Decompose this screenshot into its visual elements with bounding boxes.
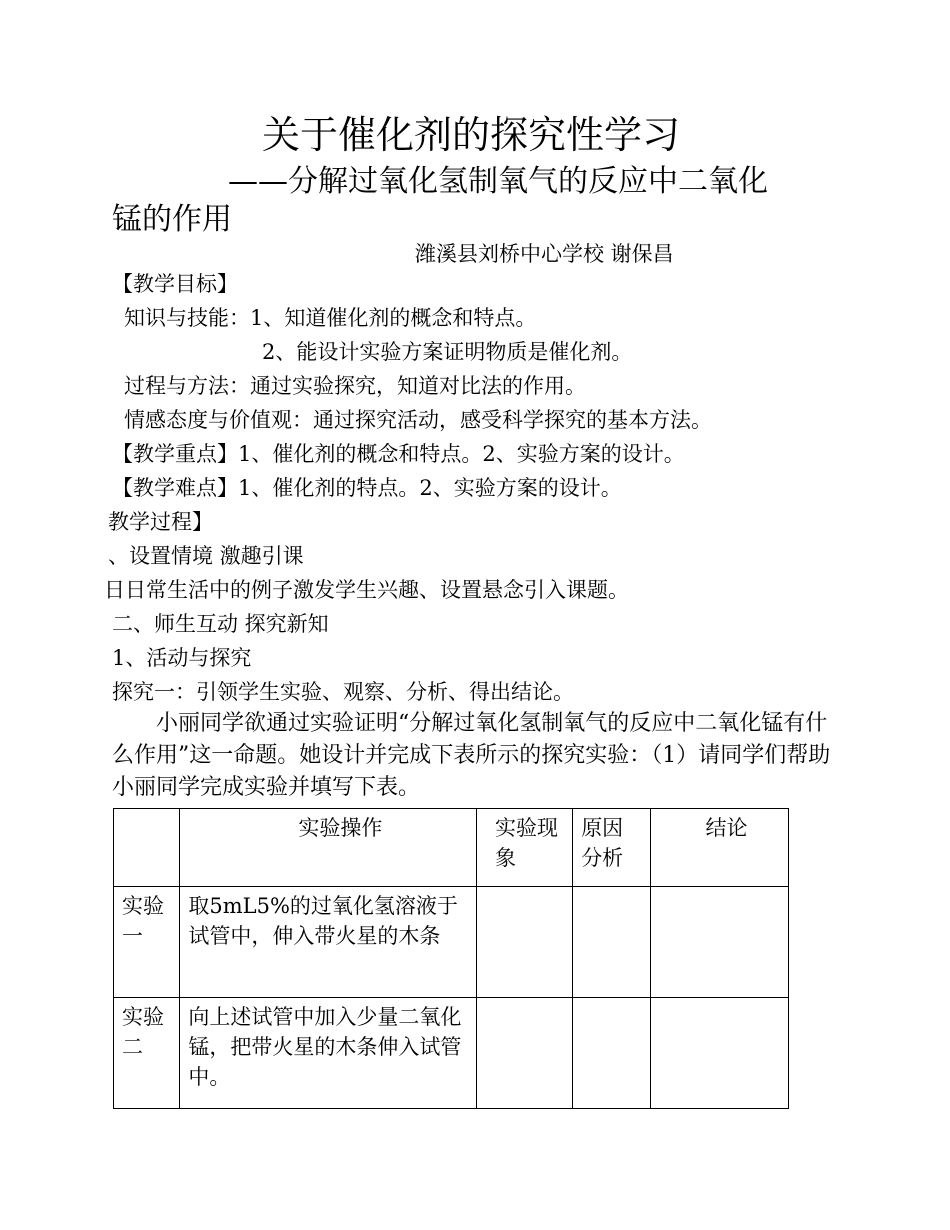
table-cell-conclusion <box>651 887 789 998</box>
activity-heading: 1、活动与探究 <box>112 646 252 670</box>
author-line: 潍溪县刘桥中心学校 谢保昌 <box>415 242 674 266</box>
table-row <box>114 998 789 1109</box>
table-cell-conclusion <box>651 998 789 1109</box>
table-header-cell: 实验现象 <box>476 809 572 887</box>
table-cell-reason <box>573 998 651 1109</box>
table-cell-name: 实验一 <box>114 887 180 998</box>
knowledge-skill-2: 2、能设计实验方案证明物质是催化剂。 <box>262 340 633 364</box>
knowledge-skill-1: 知识与技能：1、知道催化剂的概念和特点。 <box>124 306 537 330</box>
table-cell-name: 实验二 <box>114 998 180 1109</box>
document-title: 关于催化剂的探究性学习 <box>262 113 681 157</box>
table-cell-reason <box>573 887 651 998</box>
table-cell-phenomenon <box>476 887 572 998</box>
process-heading: 教学过程】 <box>108 510 213 534</box>
table-header-row <box>114 809 789 887</box>
document-subtitle-line2: 锰的作用 <box>112 202 232 237</box>
step-1-heading: 、设置情境 激趣引课 <box>108 544 304 568</box>
key-points: 【教学重点】1、催化剂的概念和特点。2、实验方案的设计。 <box>112 442 685 466</box>
step-2-heading: 二、师生互动 探究新知 <box>112 612 329 636</box>
experiment-table <box>113 808 789 1109</box>
table-header-cell: 原因分析 <box>573 809 651 887</box>
document-subtitle-line1: ——分解过氧化氢制氧气的反应中二氧化 <box>228 164 768 199</box>
table-cell-operation: 向上述试管中加入少量二氧化锰，把带火星的木条伸入试管中。 <box>180 998 477 1109</box>
table-cell-operation: 取5mL5%的过氧化氢溶液于试管中，伸入带火星的木条 <box>180 887 477 998</box>
table-header-cell: 实验操作 <box>180 809 477 887</box>
explore-1: 探究一：引领学生实验、观察、分析、得出结论。 <box>112 680 574 704</box>
step-1-description: 日日常生活中的例子激发学生兴趣、设置悬念引入课题。 <box>104 578 629 602</box>
table-cell-phenomenon <box>476 998 572 1109</box>
table-row <box>114 887 789 998</box>
objectives-heading: 【教学目标】 <box>112 272 238 296</box>
process-method: 过程与方法：通过实验探究，知道对比法的作用。 <box>124 374 586 398</box>
difficulties: 【教学难点】1、催化剂的特点。2、实验方案的设计。 <box>112 476 622 500</box>
table-header-cell <box>114 809 180 887</box>
intro-paragraph: 小丽同学欲通过实验证明“分解过氧化氢制氧气的反应中二氧化锰有什么作用”这一命题。她设计并完成下表所示的探究实验：（1）请同学们帮助小丽同学完成实验并填写下表。 <box>112 711 831 800</box>
emotion-values: 情感态度与价值观：通过探究活动，感受科学探究的基本方法。 <box>124 408 712 432</box>
table-header-cell: 结论 <box>651 809 789 887</box>
